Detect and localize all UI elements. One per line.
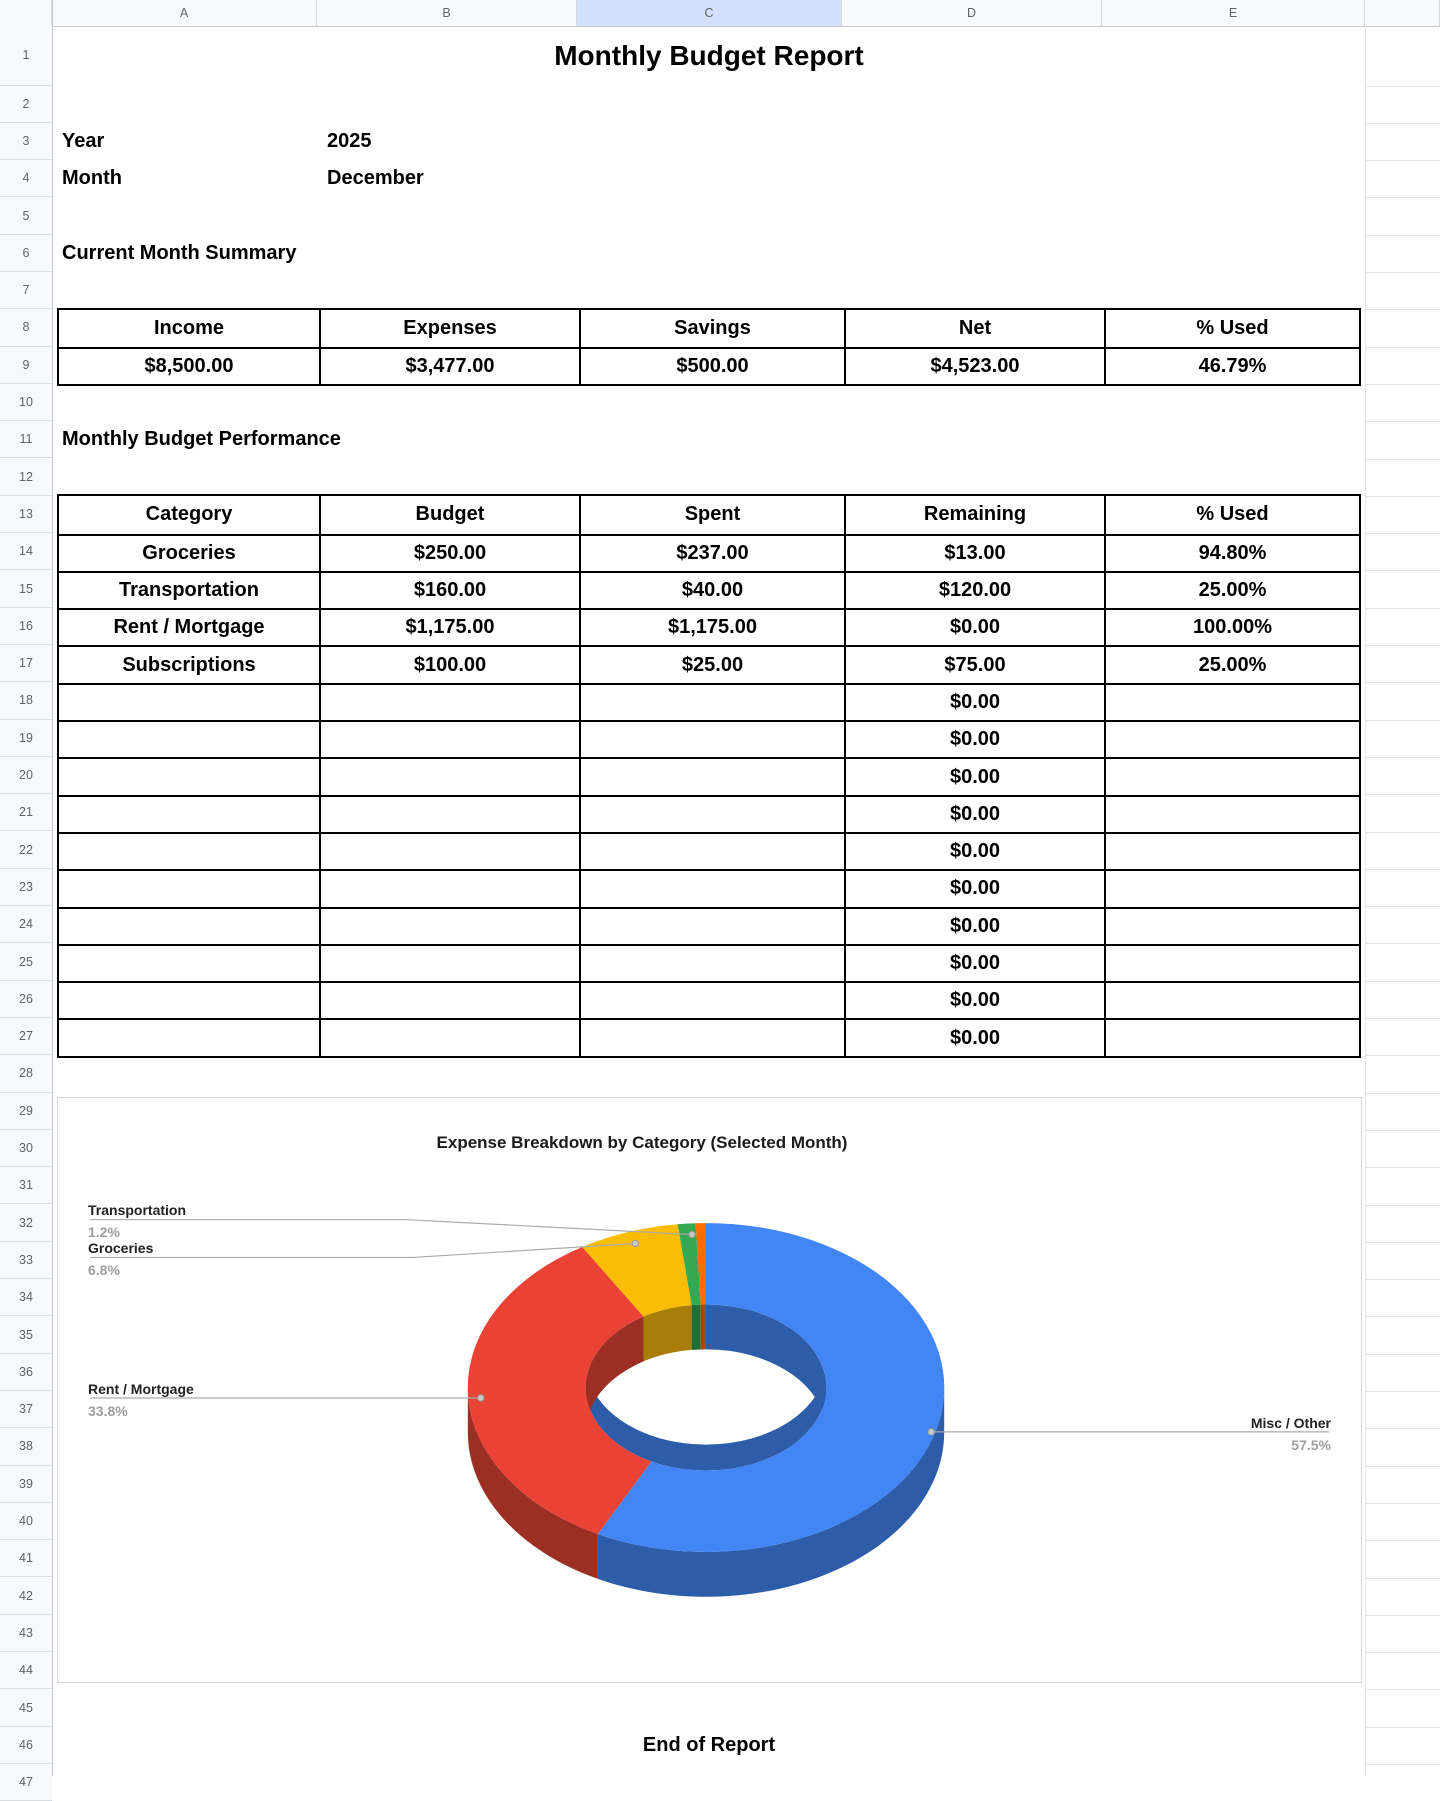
gridline-row	[1365, 421, 1440, 422]
gridline-row	[1365, 757, 1440, 758]
row-header-44[interactable]: 44	[0, 1652, 52, 1689]
row-header-47[interactable]: 47	[0, 1764, 52, 1801]
table-cell[interactable]	[579, 909, 844, 944]
table-cell[interactable]	[579, 759, 844, 794]
table-row	[59, 795, 1359, 832]
table-cell[interactable]	[579, 685, 844, 720]
chart-label-groceries: Groceries	[88, 1240, 154, 1256]
row-header-22[interactable]: 22	[0, 832, 52, 869]
gridline-row	[1365, 1018, 1440, 1019]
gridline-row	[1365, 347, 1440, 348]
gridline-row	[1365, 1503, 1440, 1504]
table-cell[interactable]	[1104, 909, 1359, 944]
table-cell[interactable]	[319, 834, 579, 869]
gridline-row	[1365, 832, 1440, 833]
table-row	[59, 683, 1359, 720]
table-cell[interactable]	[1104, 983, 1359, 1018]
chart-pct-misc-other: 57.5%	[1291, 1437, 1331, 1453]
row-header-13[interactable]: 13	[0, 496, 52, 533]
row-header-11[interactable]: 11	[0, 421, 52, 458]
table-cell[interactable]	[59, 797, 319, 832]
pie-inner-wall-subscriptions	[701, 1304, 706, 1349]
row-header-17[interactable]: 17	[0, 645, 52, 682]
table-cell[interactable]	[1104, 1020, 1359, 1055]
table-cell[interactable]: Budget	[319, 496, 579, 533]
table-cell[interactable]	[1104, 871, 1359, 906]
table-cell[interactable]	[579, 797, 844, 832]
row-header-34[interactable]: 34	[0, 1279, 52, 1316]
table-row	[59, 832, 1359, 869]
table-cell[interactable]: Spent	[579, 496, 844, 533]
cell-month-label[interactable]: Month	[62, 167, 122, 190]
table-cell[interactable]: % Used	[1104, 496, 1359, 533]
row-header-31[interactable]: 31	[0, 1167, 52, 1204]
table-cell[interactable]: $0.00	[844, 909, 1104, 944]
table-cell[interactable]: $40.00	[579, 573, 844, 608]
row-header-40[interactable]: 40	[0, 1503, 52, 1540]
row-header-33[interactable]: 33	[0, 1242, 52, 1279]
gridline-row	[1365, 981, 1440, 982]
table-cell[interactable]: Category	[145, 503, 233, 526]
gridline-row	[1365, 1130, 1440, 1131]
gridline-row	[1365, 1279, 1440, 1280]
table-cell[interactable]: $0.00	[844, 946, 1104, 981]
row-header-27[interactable]: 27	[0, 1018, 52, 1055]
chart-pct-transportation: 1.2%	[88, 1224, 120, 1240]
table-cell[interactable]	[59, 685, 319, 720]
table-cell[interactable]	[1104, 834, 1359, 869]
gridline-row	[1365, 1428, 1440, 1429]
table-cell[interactable]: $3,477.00	[319, 349, 579, 384]
leader-line-transportation	[90, 1220, 692, 1235]
gridline-row	[1365, 608, 1440, 609]
row-header-45[interactable]: 45	[0, 1689, 52, 1726]
column-header-d[interactable]: D	[842, 0, 1102, 26]
table-cell[interactable]	[319, 797, 579, 832]
table-cell[interactable]: $1,175.00	[579, 610, 844, 645]
chart-label-transportation: Transportation	[88, 1202, 187, 1218]
row-header-28[interactable]: 28	[0, 1055, 52, 1092]
cell-section-summary[interactable]: Current Month Summary	[62, 241, 297, 264]
table-cell[interactable]	[319, 946, 579, 981]
leader-dot-rent-mortgage	[478, 1395, 484, 1401]
column-header-c[interactable]: C	[577, 0, 842, 26]
table-cell[interactable]: $0.00	[844, 685, 1104, 720]
table-row	[59, 645, 1359, 682]
table-cell[interactable]	[1104, 759, 1359, 794]
table-cell[interactable]: $237.00	[579, 536, 844, 571]
table-cell[interactable]: Groceries	[142, 541, 236, 564]
gridline-row	[1365, 1316, 1440, 1317]
table-cell[interactable]	[319, 1020, 579, 1055]
table-row	[59, 907, 1359, 944]
cell-month-value[interactable]: December	[327, 167, 424, 190]
gridline-row	[1365, 533, 1440, 534]
table-row	[59, 571, 1359, 608]
table-cell[interactable]: $75.00	[844, 647, 1104, 682]
gridline-row	[1365, 235, 1440, 236]
cell-section-performance[interactable]: Monthly Budget Performance	[62, 428, 341, 451]
table-row	[59, 720, 1359, 757]
chart-label-misc-other: Misc / Other	[1250, 1415, 1331, 1431]
table-cell[interactable]: $4,523.00	[844, 349, 1104, 384]
table-cell[interactable]	[59, 983, 319, 1018]
gridline-row	[1365, 272, 1440, 273]
table-cell[interactable]: $500.00	[579, 349, 844, 384]
table-cell[interactable]	[59, 759, 319, 794]
table-cell[interactable]	[319, 685, 579, 720]
row-header-36[interactable]: 36	[0, 1354, 52, 1391]
row-header-8[interactable]: 8	[0, 309, 52, 346]
row-header-21[interactable]: 21	[0, 794, 52, 831]
leader-dot-groceries	[632, 1240, 638, 1246]
cell-end-note[interactable]: End of Report	[642, 1733, 776, 1756]
gridline-row	[1365, 1652, 1440, 1653]
row-header-2[interactable]: 2	[0, 86, 52, 123]
row-header-7[interactable]: 7	[0, 272, 52, 309]
gridline-row	[1365, 309, 1440, 310]
table-row	[59, 944, 1359, 981]
table-cell[interactable]	[59, 1020, 319, 1055]
table-cell[interactable]: $120.00	[844, 573, 1104, 608]
row-header-46[interactable]: 46	[0, 1727, 52, 1764]
table-row	[59, 981, 1359, 1018]
row-header-39[interactable]: 39	[0, 1466, 52, 1503]
row-header-23[interactable]: 23	[0, 869, 52, 906]
cell-year-label[interactable]: Year	[62, 129, 105, 152]
table-cell[interactable]: Transportation	[118, 579, 259, 602]
leader-dot-transportation	[689, 1231, 695, 1237]
gridline-row	[1365, 1167, 1440, 1168]
table-cell[interactable]: Savings	[579, 310, 844, 347]
row-header-42[interactable]: 42	[0, 1578, 52, 1615]
row-header-1[interactable]: 1	[0, 26, 52, 86]
gridline-row	[1365, 720, 1440, 721]
table-cell[interactable]: $250.00	[319, 536, 579, 571]
gridline-row	[1365, 794, 1440, 795]
gridline-row	[1365, 1055, 1440, 1056]
gridline-row	[1365, 1540, 1440, 1541]
row-header-29[interactable]: 29	[0, 1093, 52, 1130]
performance-table	[57, 494, 1361, 1057]
row-header-15[interactable]: 15	[0, 570, 52, 607]
table-cell[interactable]	[59, 909, 319, 944]
column-header-e[interactable]: E	[1102, 0, 1365, 26]
chart-pct-groceries: 6.8%	[88, 1262, 120, 1278]
table-cell[interactable]	[319, 909, 579, 944]
table-cell[interactable]: $100.00	[319, 647, 579, 682]
table-cell[interactable]	[319, 871, 579, 906]
row-header-4[interactable]: 4	[0, 160, 52, 197]
gridline-row	[1365, 906, 1440, 907]
table-cell[interactable]: $0.00	[844, 1020, 1104, 1055]
table-cell[interactable]: 25.00%	[1104, 647, 1359, 682]
table-cell[interactable]: $0.00	[844, 722, 1104, 757]
gridline-row	[1365, 86, 1440, 87]
table-cell[interactable]	[1104, 797, 1359, 832]
table-cell[interactable]	[579, 871, 844, 906]
table-cell[interactable]	[59, 722, 319, 757]
table-cell[interactable]	[579, 983, 844, 1018]
table-row	[59, 869, 1359, 906]
pie-inner-wall-transportation	[692, 1305, 701, 1350]
table-cell[interactable]: $0.00	[844, 797, 1104, 832]
table-cell[interactable]: $0.00	[844, 983, 1104, 1018]
table-cell[interactable]: $0.00	[844, 610, 1104, 645]
table-cell[interactable]: $8,500.00	[144, 355, 234, 378]
select-all-corner[interactable]	[0, 0, 52, 26]
table-cell[interactable]	[1104, 946, 1359, 981]
table-cell[interactable]	[59, 834, 319, 869]
table-cell[interactable]	[579, 722, 844, 757]
table-cell[interactable]: $13.00	[844, 536, 1104, 571]
gutter-right-border	[52, 0, 53, 1776]
table-cell[interactable]: 100.00%	[1104, 610, 1359, 645]
table-cell[interactable]	[319, 722, 579, 757]
gridline-col-f	[1365, 26, 1366, 1776]
row-header-14[interactable]: 14	[0, 533, 52, 570]
row-header-18[interactable]: 18	[0, 682, 52, 719]
gridline-row	[1365, 1689, 1440, 1690]
row-header-9[interactable]: 9	[0, 347, 52, 384]
gridline-row	[1365, 1391, 1440, 1392]
gridline-row	[1365, 1205, 1440, 1206]
table-cell[interactable]: $160.00	[319, 573, 579, 608]
row-header-6[interactable]: 6	[0, 235, 52, 272]
table-cell[interactable]: $0.00	[844, 834, 1104, 869]
table-cell[interactable]: Remaining	[844, 496, 1104, 533]
row-header-24[interactable]: 24	[0, 906, 52, 943]
chart-label-rent-mortgage: Rent / Mortgage	[88, 1381, 194, 1397]
row-header-41[interactable]: 41	[0, 1540, 52, 1577]
performance-table-header-row	[59, 496, 1359, 533]
row-header-16[interactable]: 16	[0, 608, 52, 645]
table-cell[interactable]: 25.00%	[1104, 573, 1359, 608]
table-cell[interactable]: Expenses	[319, 310, 579, 347]
pie-chart-canvas	[57, 1097, 1362, 1683]
chart-title: Expense Breakdown by Category (Selected Month)	[436, 1133, 848, 1152]
table-row	[59, 608, 1359, 645]
gridline-row	[1365, 1764, 1440, 1765]
gridline-row	[1365, 496, 1440, 497]
row-header-38[interactable]: 38	[0, 1428, 52, 1465]
table-cell[interactable]: Subscriptions	[122, 653, 256, 676]
table-row	[59, 757, 1359, 794]
summary-table-header-row	[59, 310, 1359, 347]
leader-line-groceries	[90, 1244, 635, 1258]
gridline-row	[1365, 943, 1440, 944]
table-cell[interactable]	[579, 946, 844, 981]
row-header-32[interactable]: 32	[0, 1205, 52, 1242]
table-cell[interactable]: 94.80%	[1104, 536, 1359, 571]
gridline-row	[1365, 1578, 1440, 1579]
gridline-row	[1365, 1242, 1440, 1243]
gridline-row	[1365, 1093, 1440, 1094]
table-cell[interactable]	[579, 834, 844, 869]
gridline-row	[1365, 1727, 1440, 1728]
gridline-row	[1365, 1615, 1440, 1616]
table-cell[interactable]: $1,175.00	[319, 610, 579, 645]
gridline-row	[1365, 459, 1440, 460]
table-cell[interactable]: $0.00	[844, 759, 1104, 794]
gridline-row	[1365, 570, 1440, 571]
row-header-20[interactable]: 20	[0, 757, 52, 794]
leader-dot-misc-other	[928, 1429, 934, 1435]
row-header-43[interactable]: 43	[0, 1615, 52, 1652]
row-header-37[interactable]: 37	[0, 1391, 52, 1428]
table-cell[interactable]	[1104, 722, 1359, 757]
gridline-row	[1365, 682, 1440, 683]
column-header-f[interactable]	[1365, 0, 1440, 26]
gridline-row	[1365, 1354, 1440, 1355]
cell-year-value[interactable]: 2025	[327, 129, 372, 152]
column-header-a[interactable]: A	[52, 0, 317, 26]
table-cell[interactable]: % Used	[1104, 310, 1359, 347]
table-cell[interactable]: Net	[844, 310, 1104, 347]
table-cell[interactable]: $0.00	[844, 871, 1104, 906]
table-cell[interactable]	[59, 946, 319, 981]
gridline-row	[1365, 384, 1440, 385]
table-cell[interactable]: $25.00	[579, 647, 844, 682]
table-cell[interactable]	[1104, 685, 1359, 720]
table-cell[interactable]	[579, 1020, 844, 1055]
header-bottom-border	[0, 26, 1440, 27]
gridline-row	[1365, 197, 1440, 198]
row-header-12[interactable]: 12	[0, 459, 52, 496]
row-header-30[interactable]: 30	[0, 1130, 52, 1167]
table-cell[interactable]: 46.79%	[1104, 349, 1359, 384]
table-cell[interactable]: Income	[153, 316, 225, 339]
gridline-row	[1365, 160, 1440, 161]
table-row	[59, 347, 1359, 384]
row-header-5[interactable]: 5	[0, 197, 52, 234]
row-header-35[interactable]: 35	[0, 1316, 52, 1353]
table-row	[59, 1018, 1359, 1055]
table-row	[59, 534, 1359, 571]
row-header-19[interactable]: 19	[0, 720, 52, 757]
row-header-3[interactable]: 3	[0, 123, 52, 160]
expense-chart[interactable]	[57, 1097, 1362, 1683]
table-cell[interactable]: Rent / Mortgage	[113, 616, 265, 639]
table-cell[interactable]	[319, 759, 579, 794]
table-cell[interactable]	[59, 871, 319, 906]
gridline-row	[1365, 1466, 1440, 1467]
summary-table	[57, 308, 1361, 387]
table-cell[interactable]	[319, 983, 579, 1018]
row-header-10[interactable]: 10	[0, 384, 52, 421]
cell-report-title[interactable]: Monthly Budget Report	[554, 39, 864, 71]
gridline-row	[1365, 123, 1440, 124]
gridline-row	[1365, 645, 1440, 646]
gridline-row	[1365, 869, 1440, 870]
column-header-b[interactable]: B	[317, 0, 577, 26]
chart-pct-rent-mortgage: 33.8%	[88, 1403, 128, 1419]
row-header-25[interactable]: 25	[0, 943, 52, 980]
row-header-26[interactable]: 26	[0, 981, 52, 1018]
